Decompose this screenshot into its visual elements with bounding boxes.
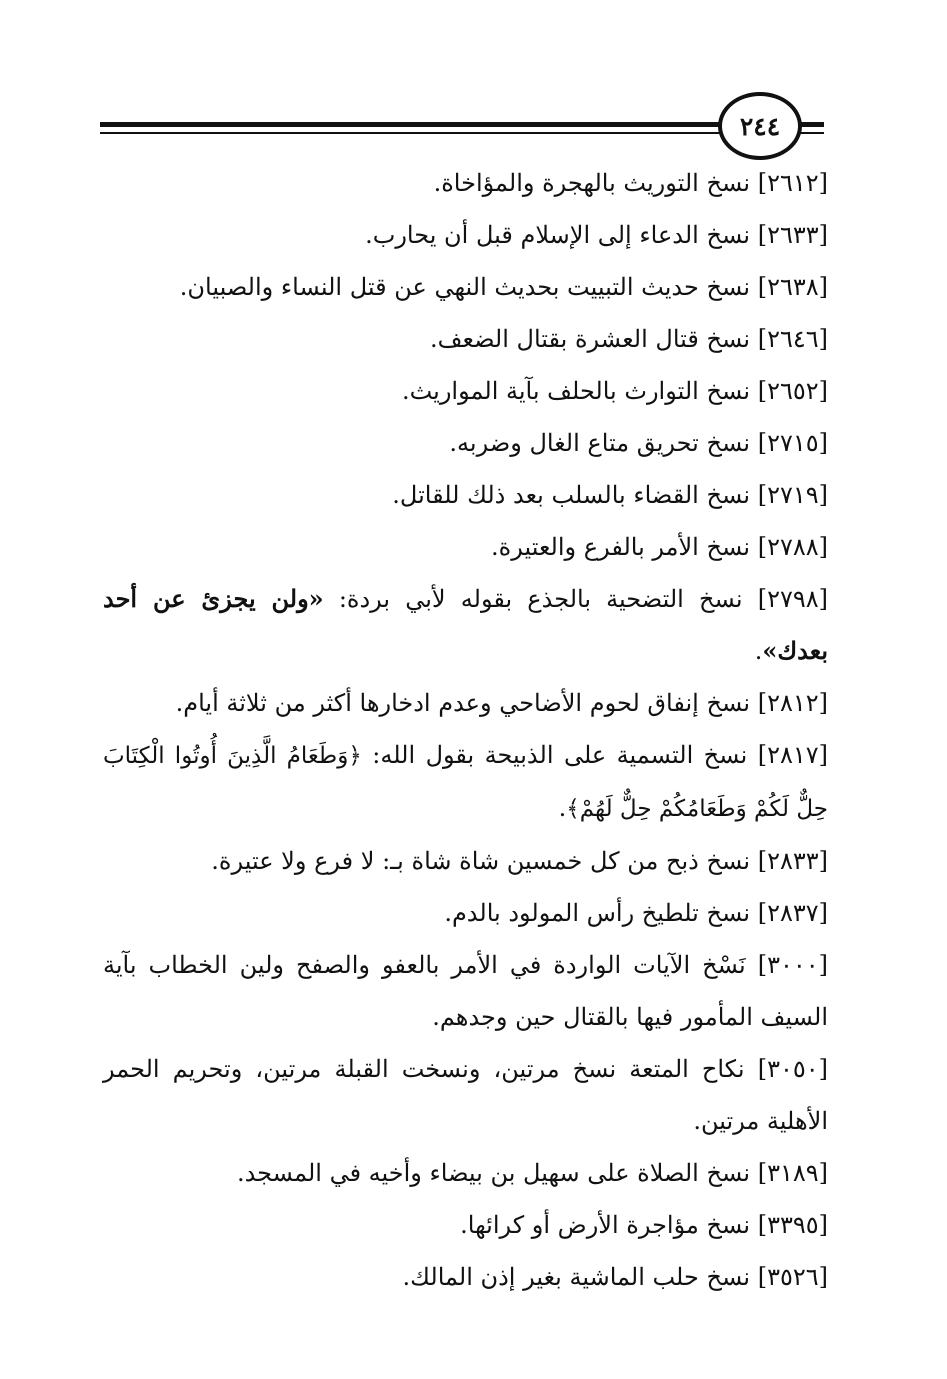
entry-text: نَسْخ الآيات الواردة في الأمر بالعفو والصفح ولين الخطاب بآية السيف المأمور فيها بالقتال حين وجدهم. [103,951,828,1031]
list-item [103,157,828,209]
header-rule-right-thin [800,132,824,134]
entry-text: نسخ التسمية على الذبيحة بقول الله: [361,741,758,769]
list-item [103,417,828,469]
entry-text: نسخ مؤاجرة الأرض أو كرائها. [460,1211,758,1239]
entry-number: [٢٨١٢] [757,689,828,717]
entry-text: نسخ حلب الماشية بغير إذن المالك. [402,1263,758,1291]
entry-text: نسخ تلطيخ رأس المولود بالدم. [444,899,758,927]
entry-text: نكاح المتعة نسخ مرتين، ونسخت القبلة مرتين، وتحريم الحمر الأهلية مرتين. [103,1055,828,1135]
list-item [103,209,828,261]
list-item [103,365,828,417]
entry-text: نسخ قتال العشرة بقتال الضعف. [430,325,758,353]
entry-number: [٢٧١٩] [757,481,828,509]
list-item [103,677,828,729]
list-item [103,313,828,365]
entry-text: نسخ القضاء بالسلب بعد ذلك للقاتل. [392,481,758,509]
list-item [103,939,828,1043]
entry-tail: . [558,794,567,822]
list-item [103,573,828,677]
entry-number: [٢٧٨٨] [757,533,828,561]
list-item [103,521,828,573]
list-item [103,1199,828,1251]
page-number-oval [718,92,802,160]
entry-number: [٣٣٩٥] [757,1211,828,1239]
entry-number: [٢٦٤٦] [757,325,828,353]
entry-text: نسخ الصلاة على سهيل بن بيضاء وأخيه في المسجد. [236,1159,758,1187]
list-item [103,887,828,939]
header-rule-right-thick [800,122,824,127]
entry-text: نسخ التوارث بالحلف بآية المواريث. [401,377,758,405]
entry-number: [٢٨٣٧] [757,899,828,927]
entry-number: [٣٠٠٠] [757,951,828,979]
entry-number: [٣٠٥٠] [757,1055,828,1083]
header-rule-thin [100,132,740,134]
list-item [103,469,828,521]
entry-text: نسخ ذبح من كل خمسين شاة شاة بـ: لا فرع ولا عتيرة. [211,847,758,875]
quran-verse: ﴿وَطَعَامُ الَّذِينَ أُوتُوا الْكِتَابَ حِلٌّ لَكُمْ وَطَعَامُكُمْ حِلٌّ لَهُمْ﴾ [103,743,828,822]
entry-text: نسخ الأمر بالفرع والعتيرة. [491,533,758,561]
entry-text: نسخ تحريق متاع الغال وضربه. [449,429,758,457]
hadith-quote: «ولن يجزئ عن أحد بعدك» [103,584,828,665]
entry-text: نسخ الدعاء إلى الإسلام قبل أن يحارب. [365,221,758,249]
entry-tail: . [754,637,763,665]
list-item [103,835,828,887]
entry-text: نسخ التوريث بالهجرة والمؤاخاة. [433,169,758,197]
list-item [103,1043,828,1147]
list-item [103,261,828,313]
entry-text: نسخ التضحية بالجذع بقوله لأبي بردة: [323,585,758,613]
entry-number: [٢٦٣٨] [757,273,828,301]
entry-number: [٢٨٣٣] [757,847,828,875]
entries-list [103,157,828,1303]
entry-number: [٢٨١٧] [757,741,829,769]
entry-number: [٣٥٢٦] [757,1263,828,1291]
list-item [103,1147,828,1199]
entry-number: [٢٧١٥] [757,429,828,457]
entry-number: [٢٦٣٣] [757,221,828,249]
list-item [103,729,828,835]
entry-text: نسخ حديث التبييت بحديث النهي عن قتل النساء والصبيان. [179,273,758,301]
list-item [103,1251,828,1303]
entry-number: [٢٦٥٢] [757,377,828,405]
entry-number: [٢٧٩٨] [757,585,828,613]
entry-number: [٢٦١٢] [757,169,828,197]
entry-text: نسخ إنفاق لحوم الأضاحي وعدم ادخارها أكثر من ثلاثة أيام. [175,689,758,717]
entry-number: [٣١٨٩] [757,1159,828,1187]
page-number: ٢٤٤ [739,111,781,141]
header-rule-thick [100,122,740,127]
